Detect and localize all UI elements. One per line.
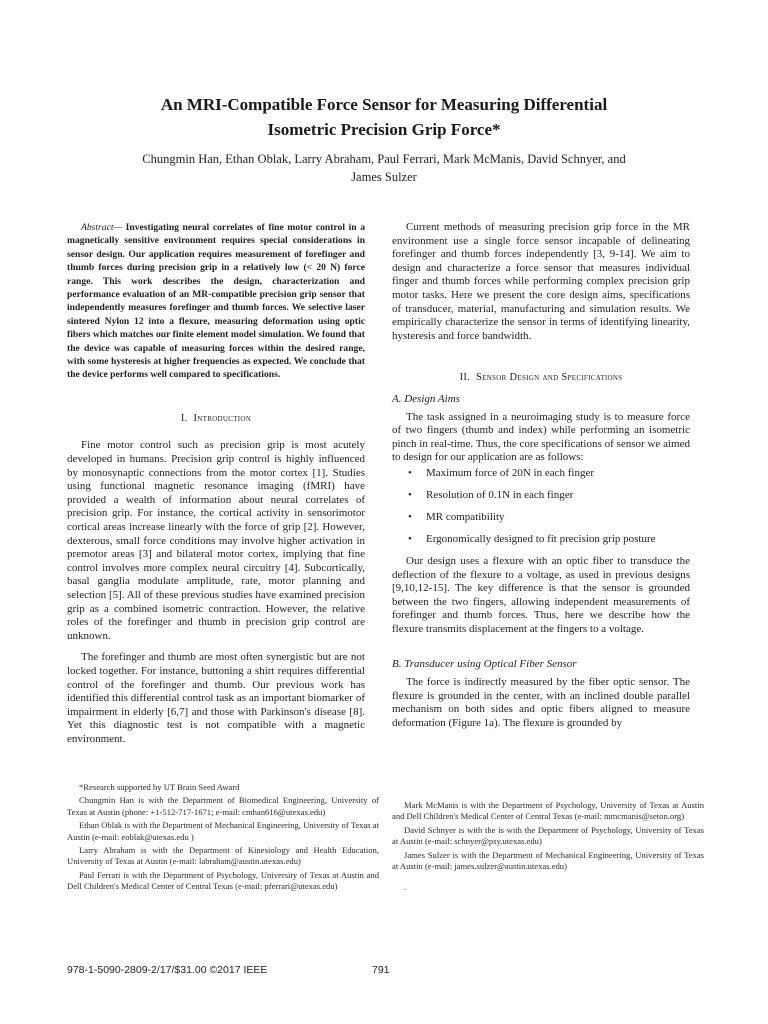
authors-line-1: Chungmin Han, Ethan Oblak, Larry Abraham, Paul Ferrari, Mark McManis, David Schnyer, and [142,152,626,166]
footnote: Paul Ferrari is with the Department of Psychology, University of Texas at Austin and Dell Children's Medical Center of Central Texas (e-mail: pferrari@utexas.edu) [67,869,379,892]
footnote: . [404,882,407,893]
intro-paragraph-1: Fine motor control such as precision grip is most acutely developed in humans. Precision grip control is highly influenced by monosynaptic connections from the motor cortex [1]. Studies using functional magnetic resonance imaging (fMRI) have provided a wealth of information about neural correlates of precision grip. For instance, the cortical activity in sensorimotor cortical areas increase linearly with the force of grip [2]. However, dexterous, small force conditions may involve higher activation in premotor areas [3] and bilateral motor cortex, implying that fine control involves more complex neural circuitry [4]. Subcortically, basal ganglia modulate amplitude, rate, motor planning and selection [5]. All of these previous studies have examined precision grip as a combined isometric contraction. However, the relative roles of the forefinger and thumb in precision grip control are unknown. [67,439,365,642]
footnotes-left [67,782,379,895]
list-item: • Maximum force of 20N in each finger [408,466,594,479]
bullet-icon: • [408,532,412,545]
section-name: Sensor Design and Specifications [475,372,623,384]
specification-list [392,467,690,547]
design-aims-paragraph: The task assigned in a neuroimaging study is to measure force of two fingers (thumb and index) while performing an isometric pinch in real-time. Thus, the core specifications of sensor we aimed to design for our application are as follows: [392,410,690,464]
list-item: • MR compatibility [408,510,505,523]
footnote: Chungmin Han is with the Department of Biomedical Engineering, University of Texas at Austin (phone: +1-512-717-1671; e-mail: cmhan616@utexas.edu) [67,795,379,817]
footnote: David Schnyer is with the is with the Department of Psychology, University of Texas at Austin (e-mail: schnyer@psy.utexas.edu) [392,824,704,847]
abstract-lead: Abstract— [81,222,123,233]
footnote: *Research supported by UT Brain Seed Award [79,782,240,792]
footnote: Mark McManis is with the Department of Psychology, University of Texas at Austin and Dell Children's Medical Center of Central Texas (e-mail: mmcmanis@seton.org) [392,800,704,822]
intro-paragraph-2: The forefinger and thumb are most often synergistic but are not locked together. For instance, buttoning a shirt requires differential control of the forefinger and thumb. Our previous work has identified this differential control task as an important biomarker of impairment in elderly [6,7] and those with Parkinson's disease [8]. Yet this diagnostic test is not compatible with a magnetic environment. [67,651,365,745]
title-line-1: An MRI-Compatible Force Sensor for Measuring Differential [160,95,608,114]
bullet-icon: • [408,510,412,523]
intro-paragraph-3: Current methods of measuring precision grip force in the MR environment use a single force sensor incapable of delineating forefinger and thumb forces independently [3, 9-14]. We aim to design and characterize a force sensor that measures individual finger and thumb forces while performing complex precision grip motor tasks. Here we present the core design aims, specifications of transducer, material, manufacturing and simulation results. We empirically characterize the sensor in terms of identifying linearity, hysteresis and force bandwidth. [392,221,690,342]
author-list [80,150,688,186]
footnote: Larry Abraham is with the Department of Kinesiology and Health Education, University of Texas at Austin (e-mail: labraham@austin.utexas.edu) [67,845,379,867]
authors-line-2: James Sulzer [351,170,417,184]
abstract [67,221,365,382]
right-column [392,221,690,730]
section-number: II. [459,372,471,384]
transducer-paragraph: The force is indirectly measured by the fiber optic sensor. The flexure is grounded in the center, with an inclined double parallel mechanism on both sides and optic fibers aligned to measure deformation (Figure 1a). The flexure is grounded by [392,676,690,729]
page-number: 791 [372,964,390,976]
flexure-paragraph: Our design uses a flexure with an optic fiber to transduce the deflection of the flexure to a voltage, as used in previous designs [9,10,12-15]. The key difference is that the sensor is grounded between the two fingers, allowing independent measurements of forefinger and thumb forces. Thus, here we describe how the flexure transmits displacement at the fingers to a voltage. [392,554,690,635]
list-item: • Resolution of 0.1N in each finger [408,488,574,501]
subsection-heading-transducer: B. Transducer using Optical Fiber Sensor [392,658,577,671]
footnote: Ethan Oblak is with the Department of Mechanical Engineering, University of Texas at Austin (e-mail: eoblak@utexas.edu ) [67,820,379,842]
title-line-2: Isometric Precision Grip Force* [267,120,501,139]
abstract-body: Investigating neural correlates of fine motor control in a magnetically sensitive environment requires special considerations in sensor design. Our application requires measurement of forefinger and thumb forces during precision grip in a relatively low (< 20 N) force range. This work describes the design, characterization and performance evaluation of an MR-compatible precision grip sensor that independently measures forefinger and thumb forces. We selective laser sintered Nylon 12 into a flexure, measuring deformation using optic fibers which matches our finite element model simulation. We found that the device was capable of measuring forces within the desired range, with some hysteresis at higher frequencies as expected. We conclude that the device performs well compared to specifications. [67,222,365,381]
footnotes-right [392,800,704,896]
paper-title [60,92,708,142]
bullet-icon: • [408,466,412,479]
subsection-heading-design-aims: A. Design Aims [392,392,460,405]
left-column [67,221,365,747]
section-heading-introduction [67,412,365,426]
section-number: I. [180,412,188,424]
bullet-icon: • [408,488,412,501]
list-item: • Ergonomically designed to fit precision grip posture [408,532,656,545]
section-heading-sensor-design [392,371,690,385]
isbn-copyright: 978-1-5090-2809-2/17/$31.00 ©2017 IEEE [67,964,268,976]
footnote: James Sulzer is with the Department of Mechanical Engineering, University of Texas at Austin (e-mail: james.sulzer@austin.utexas.edu) [392,849,704,872]
section-name: Introduction [193,412,252,424]
